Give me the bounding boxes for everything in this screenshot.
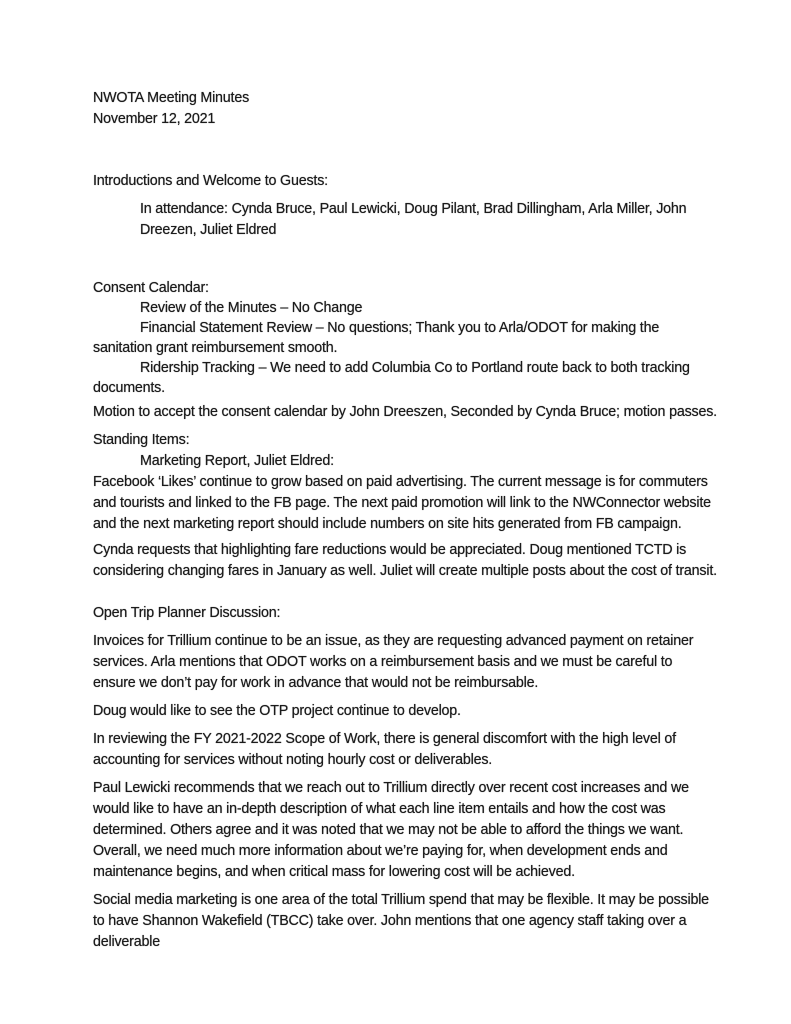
document-date: November 12, 2021 [93,111,216,127]
fare-reductions-paragraph: Cynda requests that highlighting fare reductions would be appreciated. Doug mentioned TCTD is considering changing fares in January as well. Juliet will create multiple posts about the cost of transit. [93,542,717,579]
section-heading-consent-calendar: Consent Calendar: [93,280,209,296]
consent-item-ridership-tracking: Ridership Tracking – We need to add Columbia Co to Portland route back to both tracking documents. [93,360,690,396]
consent-item-minutes-review: Review of the Minutes – No Change [140,300,363,316]
section-heading-standing-items: Standing Items: [93,432,190,448]
motion-paragraph: Motion to accept the consent calendar by John Dreeszen, Seconded by Cynda Bruce; motion passes. [93,404,717,420]
consent-item-financial-statement: Financial Statement Review – No questions; Thank you to Arla/ODOT for making the sanitation grant reimbursement smooth. [93,320,660,356]
section-heading-introductions: Introductions and Welcome to Guests: [93,173,328,189]
document-header [93,88,717,130]
document-content [93,88,717,953]
scope-of-work-paragraph: In reviewing the FY 2021-2022 Scope of Work, there is general discomfort with the high level of accounting for services without noting hourly cost or deliverables. [93,731,676,768]
consent-calendar-section [93,278,717,398]
trillium-costs-paragraph: Paul Lewicki recommends that we reach out to Trillium directly over recent cost increases and we would like to have an in-depth description of what each line item entails and how the cost was determined. Others agree and it was noted that we may not be able to afford the things we want. Overall, we need much more information about we’re paying for, when development ends and maintenance begins, and when critical mass for lowering cost will be achieved. [93,780,689,880]
attendance-paragraph: In attendance: Cynda Bruce, Paul Lewicki, Doug Pilant, Brad Dillingham, Arla Miller, John Dreezen, Juliet Eldred [140,201,687,238]
facebook-likes-paragraph: Facebook ‘Likes’ continue to grow based on paid advertising. The current message is for commuters and tourists and linked to the FB page. The next paid promotion will link to the NWConnector website and the next marketing report should include numbers on site hits generated from FB campaign. [93,474,711,532]
trillium-invoices-paragraph: Invoices for Trillium continue to be an issue, as they are requesting advanced payment on retainer services. Arla mentions that ODOT works on a reimbursement basis and we must be careful to ensure we don’t pay for work in advance that would not be reimbursable. [93,633,694,691]
document-title: NWOTA Meeting Minutes [93,90,250,106]
otp-project-paragraph: Doug would like to see the OTP project continue to develop. [93,703,461,719]
social-media-marketing-paragraph: Social media marketing is one area of the total Trillium spend that may be flexible. It may be possible to have Shannon Wakefield (TBCC) take over. John mentions that one agency staff taking over a deliverable [93,892,709,950]
marketing-report-heading: Marketing Report, Juliet Eldred: [140,453,334,469]
section-heading-open-trip-planner: Open Trip Planner Discussion: [93,605,281,621]
